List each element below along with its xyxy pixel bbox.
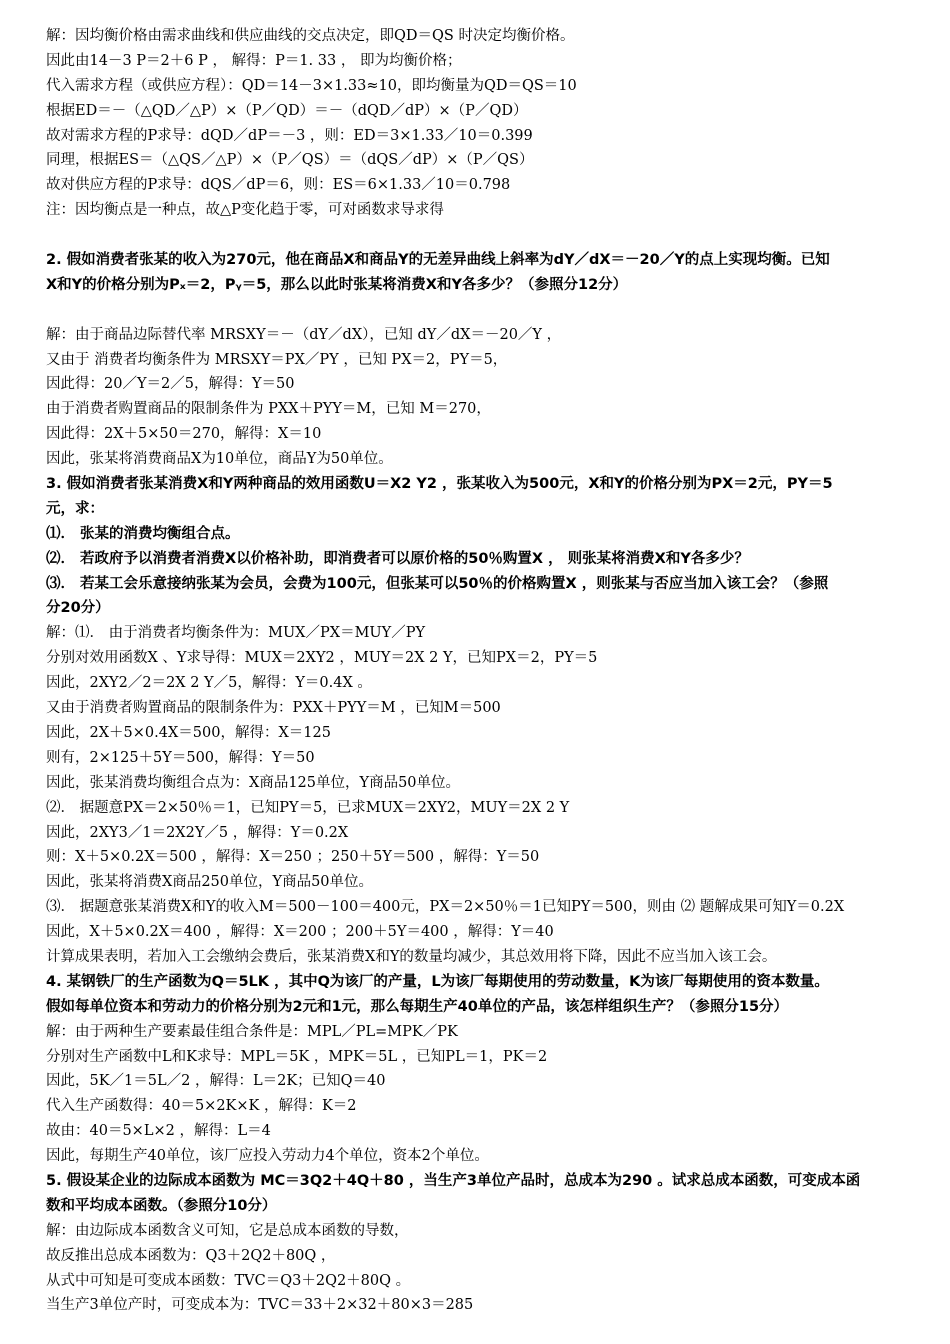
text-line: 注：因均衡点是一种点，故△P变化趋于零，可对函数求导求得	[46, 202, 444, 219]
text-line: 当生产3单位产时，可变成本为：TVC＝33＋2×32＋80×3＝285	[46, 1297, 474, 1314]
question-line: 3. 假如消费者张某消费X和Y两种商品的效用函数U＝X2 Y2 ，张某收入为500元，X和Y的价格分别为PX＝2元，PY＝5	[46, 476, 833, 493]
text-line: 因此，每期生产40单位，该厂应投入劳动力4个单位，资本2个单位。	[46, 1148, 489, 1165]
text-line: 解：⑴． 由于消费者均衡条件为：MUX／PX＝MUY／PY	[46, 625, 426, 642]
question-line: 2. 假如消费者张某的收入为270元，他在商品X和商品Y的无差异曲线上斜率为dY／dX＝－20／Y的点上实现均衡。已知	[46, 252, 830, 269]
text-line: 解：由于商品边际替代率 MRSXY＝－（dY／dX），已知 dY／dX＝－20／Y ，	[46, 326, 562, 343]
text-line: 因此得：2X＋5×50＝270，解得：X＝10	[46, 426, 322, 443]
text-line: 因此，张某消费均衡组合点为：X商品125单位，Y商品50单位。	[46, 774, 461, 791]
question-line: ⑶． 若某工会乐意接纳张某为会员，会费为100元，但张某可以50％的价格购置X ，则张某与否应当加入该工会？（参照	[46, 575, 829, 592]
text-line: 又由于消费者购置商品的限制条件为：PXX＋PYY＝M ，已知M＝500	[46, 700, 501, 717]
text-line: 同理，根据ES＝（△QS／△P）×（P／QS）＝（dQS／dP）×（P／QS）	[46, 152, 534, 169]
text-line: 由于消费者购置商品的限制条件为 PXX＋PYY＝M，已知 M＝270，	[46, 401, 491, 418]
text-line: 因此，2XY2／2＝2X 2 Y／5，解得：Y＝0.4X 。	[46, 675, 372, 692]
text-line: 分别对生产函数中L和K求导：MPL＝5K ，MPK＝5L ，已知PL＝1，PK＝2	[46, 1048, 548, 1065]
text-line: 因此由14－3 P＝2＋6 P ， 解得：P＝1. 33 ， 即为均衡价格；	[46, 52, 462, 69]
question-line: 分20分）	[46, 600, 110, 617]
text-line: 因此，张某将消费X商品250单位，Y商品50单位。	[46, 874, 374, 891]
text-line: 解：由边际成本函数含义可知，它是总成本函数的导数，	[46, 1222, 409, 1239]
text-line: 因此，2XY3／1＝2X2Y／5 ，解得：Y＝0.2X	[46, 824, 349, 841]
text-line: 则：X＋5×0.2X＝500 ，解得：X＝250 ；250＋5Y＝500 ，解得：Y＝50	[46, 849, 540, 866]
text-line: 计算成果表明，若加入工会缴纳会费后，张某消费X和Y的数量均减少，其总效用将下降，因此不应当加入该工会。	[46, 948, 777, 965]
blank-line	[46, 298, 930, 323]
question-line: 元，求：	[46, 500, 104, 517]
text-line: 因此，5K／1＝5L／2 ，解得：L＝2K；已知Q＝40	[46, 1073, 386, 1090]
document-page	[46, 24, 930, 1318]
text-line: 故对需求方程的P求导：dQD／dP＝－3 ，则：ED＝3×1.33／10＝0.399	[46, 127, 533, 144]
question-line: X和Y的价格分别为Pₓ＝2，Pᵧ＝5，那么以此时张某将消费X和Y各多少？（参照分12分）	[46, 276, 628, 293]
text-line: 分别对效用函数X 、Y求导得：MUX＝2XY2 ，MUY＝2X 2 Y，已知PX＝2，PY＝5	[46, 650, 598, 667]
text-line: 从式中可知是可变成本函数：TVC＝Q3＋2Q2＋80Q 。	[46, 1272, 411, 1289]
question-line: ⑵． 若政府予以消费者消费X以价格补助，即消费者可以原价格的50％购置X ， 则张某将消费X和Y各多少？	[46, 550, 749, 567]
text-line: 代入需求方程（或供应方程）：QD＝14－3×1.33≈10，即均衡量为QD＝QS＝10	[46, 77, 577, 94]
text-line: 又由于 消费者均衡条件为 MRSXY＝PX／PY ，已知 PX＝2，PY＝5，	[46, 351, 508, 368]
text-line: 因此，2X＋5×0.4X＝500，解得：X＝125	[46, 724, 331, 741]
text-line: 解：因均衡价格由需求曲线和供应曲线的交点决定，即QD＝QS 时决定均衡价格。	[46, 28, 575, 44]
question-line: 4. 某钢铁厂的生产函数为Q＝5LK ，其中Q为该厂的产量，L为该厂每期使用的劳动数量，K为该厂每期使用的资本数量。	[46, 973, 829, 990]
text-line: 解：由于两种生产要素最佳组合条件是：MPL／PL=MPK／PK	[46, 1023, 458, 1040]
blank-line	[46, 223, 930, 248]
text-line: 代入生产函数得：40＝5×2K×K ，解得：K＝2	[46, 1098, 357, 1115]
text-line: 则有，2×125＋5Y＝500，解得：Y＝50	[46, 749, 315, 766]
text-line: 故反推出总成本函数为：Q3＋2Q2＋80Q ，	[46, 1247, 336, 1264]
text-line: ⑵． 据题意PX＝2×50％＝1，已知PY＝5，已求MUX＝2XY2，MUY＝2X 2 Y	[46, 799, 570, 816]
text-line: 故对供应方程的P求导：dQS／dP＝6，则：ES＝6×1.33／10＝0.798	[46, 177, 511, 194]
question-line: 数和平均成本函数。（参照分10分）	[46, 1197, 277, 1214]
text-line: 因此，X＋5×0.2X＝400 ，解得：X＝200 ；200＋5Y＝400 ，解得：Y＝40	[46, 924, 554, 941]
text-line: ⑶． 据题意张某消费X和Y的收入M＝500－100＝400元，PX＝2×50％＝1已知PY＝500，则由 ⑵ 题解成果可知Y＝0.2X	[46, 899, 845, 916]
text-line: 故由：40＝5×L×2 ，解得：L＝4	[46, 1123, 271, 1140]
text-line: 因此，张某将消费商品X为10单位，商品Y为50单位。	[46, 451, 393, 468]
question-line: ⑴． 张某的消费均衡组合点。	[46, 525, 240, 542]
question-line: 5. 假设某企业的边际成本函数为 MC＝3Q2＋4Q＋80 ，当生产3单位产品时，总成本为290 。试求总成本函数，可变成本函	[46, 1172, 861, 1189]
question-line: 假如每单位资本和劳动力的价格分别为2元和1元，那么每期生产40单位的产品，该怎样组织生产？（参照分15分）	[46, 998, 789, 1015]
text-line: 因此得：20／Y＝2／5，解得：Y＝50	[46, 376, 295, 393]
text-line: 根据ED＝－（△QD／△P）×（P／QD）＝－（dQD／dP）×（P／QD）	[46, 102, 528, 119]
